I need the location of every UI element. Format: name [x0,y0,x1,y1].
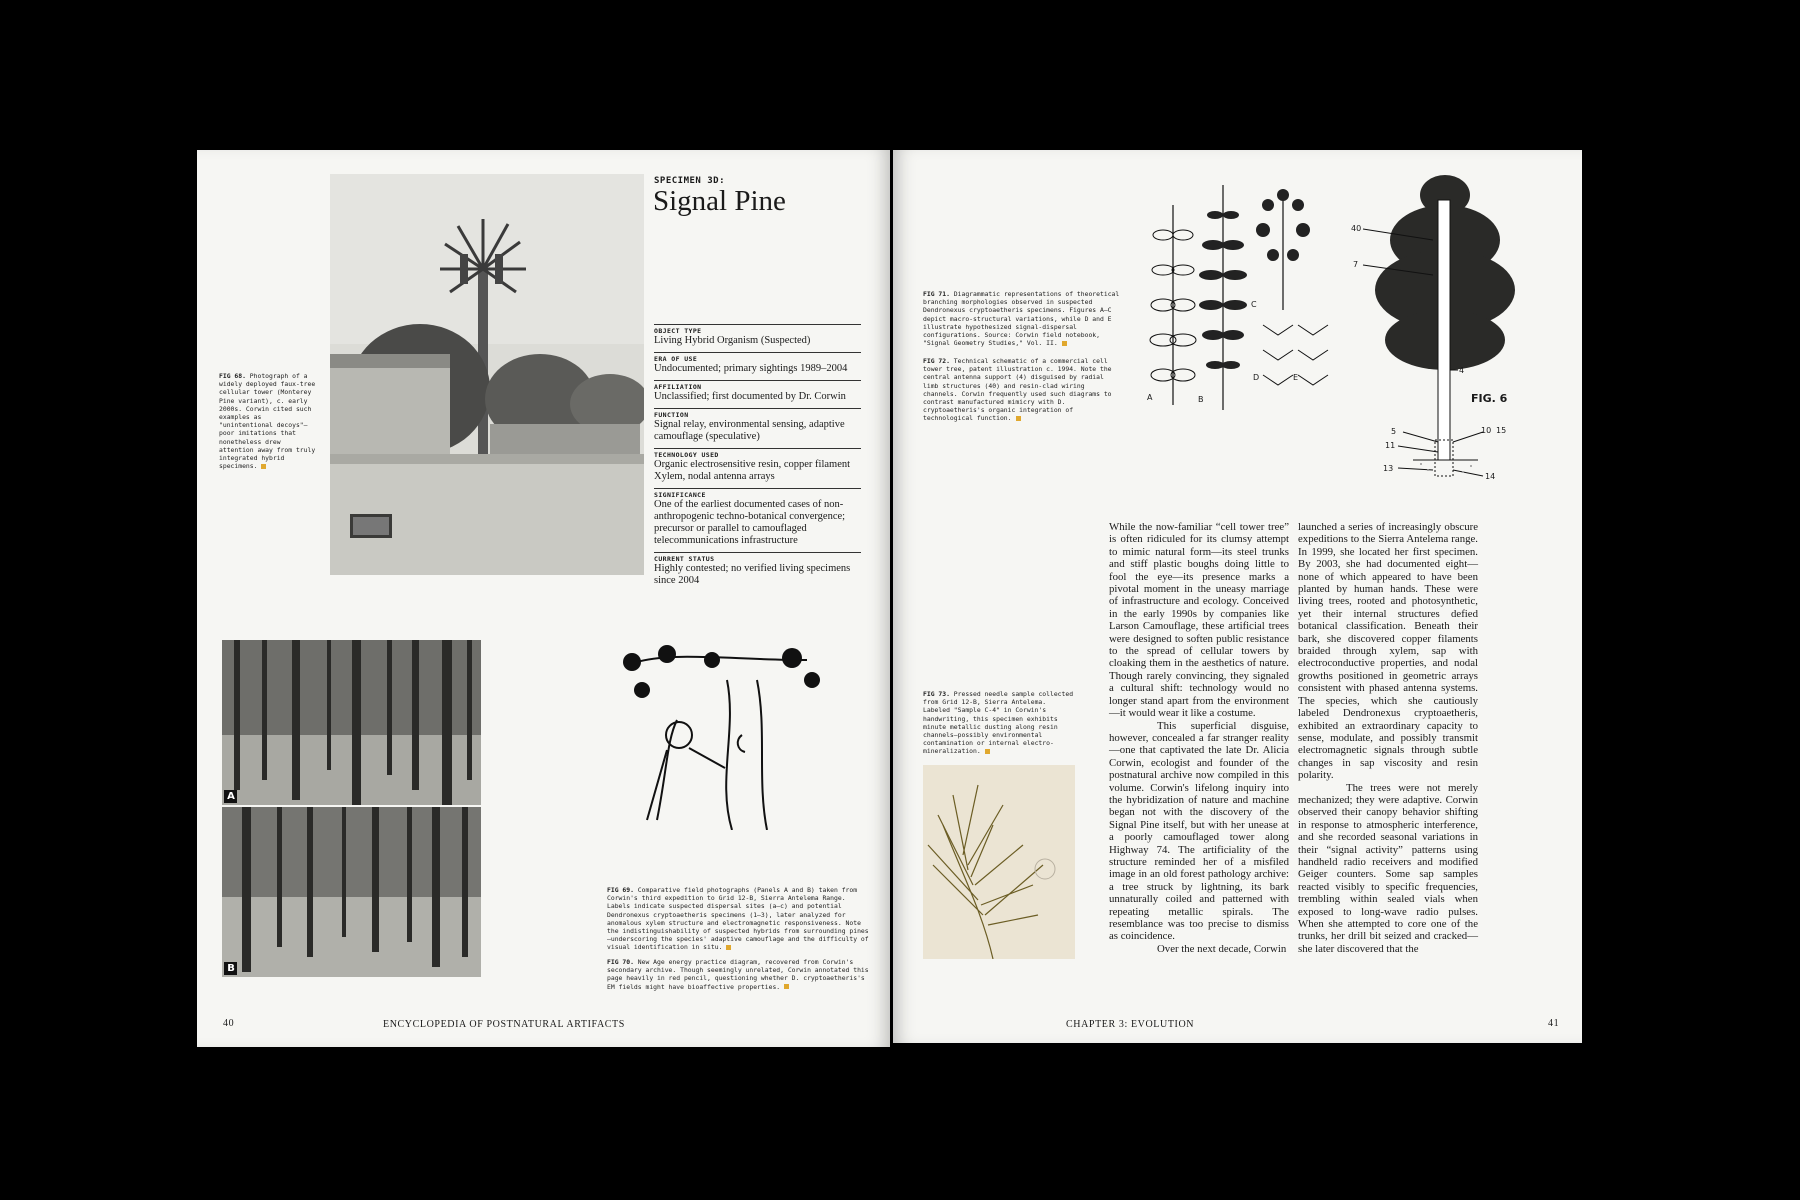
spec-label: SIGNIFICANCE [654,491,706,499]
body-paragraph: launched a series of increasingly obscure expeditions to the Sierra Antelema range. In 1999, she located her first specimen. By 2003, she had documented eight—none of which appeared to have been planted by human hands. These were living trees, rooted and photosynthetic, yet their internal structures defied botanical classification. Beneath their bark, she discovered copper filaments braided through xylem, sap with electroconductive properties, and nodal growths positioned in geometric arrays consistent with phased antenna systems. The species, which she cautiously labeled Dendronexus cryptoaetheris, exhibited an extraordinary capacity to sense, modulate, and possibly transmit electromagnetic signals through subtle changes in sap viscosity and resin polarity. [1298,521,1478,782]
energy-practice-drawing [607,640,827,830]
diagram-label-b: B [1198,395,1204,404]
panel-a-label: A [227,791,235,802]
fig69-text: Comparative field photographs (Panels A and B) taken from Corwin's third expedition to Grid 12-B, Sierra Antelema Range. Labels indicate suspected dispersal sites (a–c) and potential Dendronexus cryptoaetheris specimens (1–3), later analyzed for anomalous xylem structure and electromagnetic responsiveness. Note the indistinguishability of suspected hybrids from surrounding pines—underscoring the species' adaptive camouflage and the difficulty of visual identification in situ. [607,886,869,952]
spec-value: Unclassified; first documented by Dr. Corwin [654,391,846,402]
page-title: Signal Pine [653,185,786,217]
fig73-text: Pressed needle sample collected from Grid 12-B, Sierra Antelema. Labeled "Sample C-4" in Corwin's handwriting, this specimen exhibits minute metallic dusting along resin channels—possibly environmental contamination or internal electro-mineralization. [923,690,1074,756]
diagram-label-e: E [1293,373,1299,382]
spec-label: TECHNOLOGY USED [654,451,719,459]
fig72-text: Technical schematic of a commercial cell tower tree, patent illustration c. 1994. Note the central antenna support (4) disguised by radial limb structures (40) and resin-clad wiring channels. Corwin frequently used such diagrams to contrast manufactured mimicry with D. cryptoaetheris's organic integration of technological function. [923,357,1112,423]
pressed-needle-art [923,765,1075,959]
spec-row-era [654,352,861,375]
spec-value: Signal relay, environmental sensing, adaptive camouflage (speculative) [654,419,845,442]
fig72-patent-schematic [1333,170,1558,510]
diagram-label-c: C [1251,300,1257,309]
caption-end-marker [1062,341,1067,346]
specimen-kicker: SPECIMEN 3D: [654,176,726,186]
spec-label: OBJECT TYPE [654,327,702,335]
spec-row-object-type [654,324,861,347]
diagram-label-d: D [1253,373,1260,382]
branching-morphology-diagram [1143,175,1333,420]
patent-fig-label: FIG. 6 [1471,392,1508,405]
fig68-caption [219,372,317,470]
patent-num: 14 [1485,472,1496,481]
spec-label: FUNCTION [654,411,689,419]
fig69-caption [607,886,872,952]
spec-row-function [654,408,861,443]
fig68-photo-art [330,174,644,575]
fig73-caption [923,690,1075,756]
spec-row-status [654,552,861,587]
fig70-caption [607,958,872,991]
fig70-drawing [607,640,827,830]
spec-value: Highly contested; no verified living specimens since 2004 [654,563,851,586]
body-paragraph: Over the next decade, Corwin [1157,942,1287,955]
spec-table [654,324,861,592]
fig72-label: FIG 72. [923,357,950,365]
spec-value: Living Hybrid Organism (Suspected) [654,335,811,346]
fig72-caption [923,357,1123,423]
caption-end-marker [784,984,789,989]
panel-b-label: B [227,963,235,974]
fig68-photo [330,174,644,575]
fig73-pressed-needle-photo [923,765,1075,959]
forest-photo-art [222,807,481,977]
caption-end-marker [726,945,731,950]
fig69-panel-b-photo [222,807,481,977]
fig68-text: Photograph of a widely deployed faux-tree cellular tower (Monterey Pine variant), c. early 2000s. Corwin cited such examples as "unintentional decoys"—poor imitations that nonetheless drew attention away from truly integrated hybrid specimens. [219,372,316,471]
spec-label: ERA OF USE [654,355,698,363]
fig73-label: FIG 73. [923,690,950,698]
page-number-left: 40 [223,1018,235,1029]
fig71-text: Diagrammatic representations of theoretical branching morphologies observed in suspected Dendronexus cryptoaetheris specimens. Figures A–C depict macro-structural variations, while D and E illustrate hypothesized signal-dispersal configurations. Source: Corwin field notebook, "Signal Geometry Studies," Vol. II. [923,290,1120,348]
patent-num: 15 [1496,426,1507,435]
fig68-label: FIG 68. [219,372,246,380]
patent-num: 5 [1391,427,1397,436]
diagram-label-a: A [1147,393,1153,402]
fig71-diagram [1143,175,1333,420]
patent-tree-drawing [1333,170,1558,510]
body-column-1 [1109,521,1289,955]
spec-value: Organic electrosensitive resin, copper filament Xylem, nodal antenna arrays [654,459,851,482]
body-paragraph: The trees were not merely mechanized; they were adaptive. Corwin observed their canopy behavior shifting in response to atmospheric interference, and she recorded seasonal variations in their “signal activity” patterns using handheld radio receivers and modified Geiger counters. Some sap samples reacted visibly to specific frequencies, trembling within sealed vials when exposed to long-wave radio pulses. When she attempted to core one of the trunks, her drill bit seized and cracked—she later discovered that the [1298,781,1478,955]
spec-row-affiliation [654,380,861,403]
caption-end-marker [261,464,266,469]
body-column-2 [1298,521,1478,955]
right-page [893,150,1582,1043]
spec-label: AFFILIATION [654,383,702,391]
body-paragraph: This superficial disguise, however, concealed a far stranger reality—one that captivated the late Dr. Alicia Corwin, ecologist and founder of the postnatural archive now compiled in this volume. Corwin's lifelong inquiry into the hybridization of nature and machine began not with the discovery of the Signal Pine itself, but with her unease at a poorly camouflaged tower along Highway 74. The artificiality of the structure reminded her of a misfiled image in an old forest pathology archive: a tree struck by lightning, its bark unnaturally coiled and patterned with repeating metallic spirals. The resemblance was too precise to dismiss as coincidence. [1109,719,1289,943]
page-number-right: 41 [1548,1018,1560,1029]
patent-num: 11 [1385,441,1396,450]
running-head-left: ENCYCLOPEDIA OF POSTNATURAL ARTIFACTS [383,1019,625,1030]
spec-row-technology [654,448,861,483]
spec-value: Undocumented; primary sightings 1989–2004 [654,363,848,374]
fig71-caption [923,290,1123,347]
fig69-panel-a-photo [222,640,481,805]
patent-num: 7 [1353,260,1359,269]
running-head-right: CHAPTER 3: EVOLUTION [1066,1019,1195,1030]
fig71-label: FIG 71. [923,290,950,298]
patent-num: 13 [1383,464,1394,473]
fig69-label: FIG 69. [607,886,634,894]
forest-photo-art [222,640,481,805]
patent-num: 4 [1459,366,1465,375]
fig70-text: New Age energy practice diagram, recovered from Corwin's secondary archive. Though seemingly unrelated, Corwin annotated this page heavily in red pencil, questioning whether D. cryptoaetheris's EM fields might have bioaffective properties. [607,958,869,991]
spec-label: CURRENT STATUS [654,555,715,563]
left-page [197,150,890,1047]
patent-num: 40 [1351,224,1362,233]
spec-value: One of the earliest documented cases of non-anthropogenic techno-botanical convergence; precursor or parallel to camouflaged telecommunications infrastructure [654,499,846,546]
spec-row-significance [654,488,861,547]
fig70-label: FIG 70. [607,958,634,966]
caption-end-marker [1016,416,1021,421]
body-paragraph: While the now-familiar “cell tower tree” is often ridiculed for its clumsy attempt to mimic natural form—its steel trunks and stiff plastic boughs doing little to fool the eye—its presence marks a pivotal moment in the uneasy marriage of infrastructure and ecology. Conceived in the early 1990s by companies like Larson Camouflage, these artificial trees were designed to soften public resistance to the spread of cellular towers by cloaking them in the aesthetics of nature. Though rarely convincing, they signaled a cultural shift: technology would no longer stand apart from the environment—it would wear it like a costume. [1109,521,1289,720]
patent-num: 10 [1481,426,1492,435]
caption-end-marker [985,749,990,754]
